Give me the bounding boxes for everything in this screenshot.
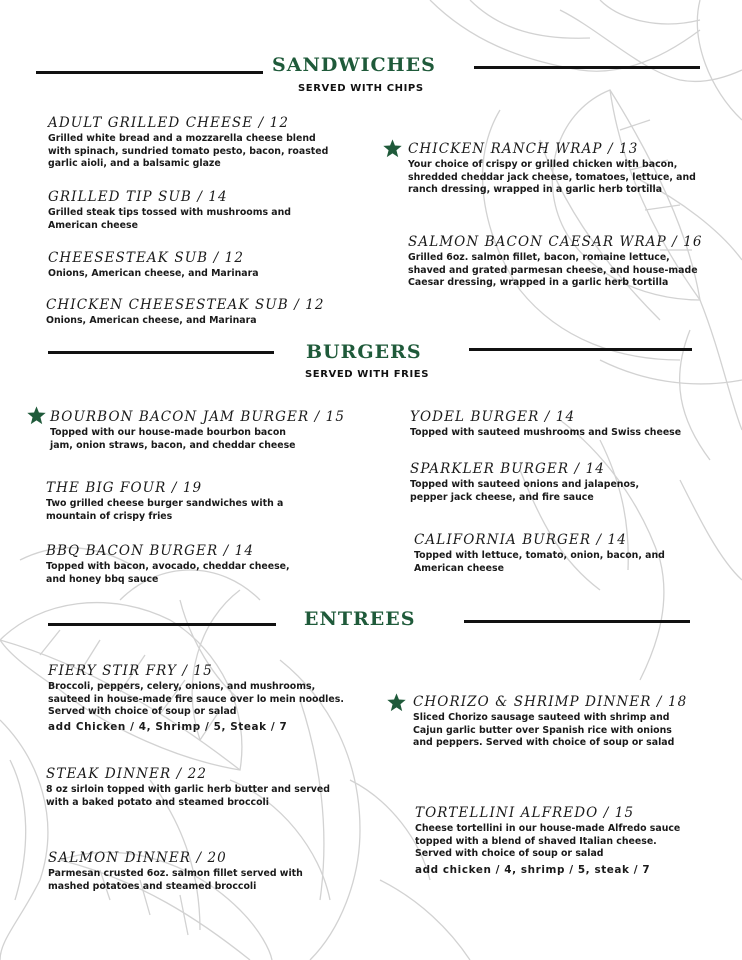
menu-item-title: FIERY STIR FRY / 15 [48,663,213,679]
menu-item [46,297,346,328]
menu-item-description: Cheese tortellini in our house-made Alfredo sauce topped with a blend of shaved Italian cheese. Served with choice of soup or salad [415,823,681,860]
menu-item [46,543,306,586]
section-divider [48,623,276,626]
menu-item [414,532,704,575]
menu-item-add-ons: add Chicken / 4, Shrimp / 5, Steak / 7 [48,720,288,733]
menu-item-description: Sliced Chorizo sausage sauteed with shrimp and Cajun garlic butter over Spanish rice with onions and peppers. Served with choice of soup or salad [413,712,675,749]
menu-item-description: Topped with bacon, avocado, cheddar cheese, and honey bbq sauce [46,561,290,585]
menu-item [48,250,328,281]
menu-item-description: Topped with our house-made bourbon bacon jam, onion straws, bacon, and cheddar cheese [50,427,296,451]
menu-item-title: CHEESESTEAK SUB / 12 [48,250,245,266]
featured-star-icon [386,692,407,713]
section-divider [36,71,263,74]
menu-item-description: Two grilled cheese burger sandwiches with a mountain of crispy fries [46,498,284,522]
menu-item-description: Grilled 6oz. salmon fillet, bacon, romaine lettuce, shaved and grated parmesan cheese, and house-made Caesar dressing, wrapped in a garlic herb tortilla [408,252,698,289]
menu-item [48,189,308,232]
menu-item-title: CHICKEN CHEESESTEAK SUB / 12 [46,297,325,313]
menu-item-title: YODEL BURGER / 14 [410,409,576,425]
menu-item-description: Onions, American cheese, and Marinara [48,268,259,279]
section-subtitle: SERVED WITH CHIPS [298,83,424,94]
section-divider [464,620,690,623]
menu-item [48,663,358,733]
menu-item-title: SPARKLER BURGER / 14 [410,461,605,477]
menu-item-title: SALMON DINNER / 20 [48,850,227,866]
menu-item [48,115,338,171]
menu-item-description: Grilled steak tips tossed with mushrooms and American cheese [48,207,292,231]
menu-item [408,141,708,197]
menu-item-title: THE BIG FOUR / 19 [46,480,203,496]
menu-item [46,480,306,523]
menu-item-title: CHICKEN RANCH WRAP / 13 [408,141,639,157]
menu-item-title: STEAK DINNER / 22 [46,766,208,782]
menu-item-description: Onions, American cheese, and Marinara [46,315,257,326]
featured-star-icon [382,138,403,159]
menu-item [410,461,680,504]
menu-item-title: BBQ BACON BURGER / 14 [46,543,255,559]
menu-item-description: Parmesan crusted 6oz. salmon fillet served with mashed potatoes and steamed broccoli [48,868,303,892]
menu-item-description: Topped with sauteed mushrooms and Swiss cheese [410,427,682,438]
section-title: ENTREES [304,608,416,630]
menu-item-title: GRILLED TIP SUB / 14 [48,189,228,205]
menu-item [410,409,710,440]
menu-item-description: 8 oz sirloin topped with garlic herb butter and served with a baked potato and steamed broccoli [46,784,330,808]
section-title: SANDWICHES [272,54,436,76]
section-divider [48,351,274,354]
section-title: BURGERS [306,341,422,363]
menu-item-description: Your choice of crispy or grilled chicken with bacon, shredded cheddar jack cheese, tomatoes, lettuce, and ranch dressing, wrapped in a garlic herb tortilla [408,159,696,196]
menu-item-description: Topped with sauteed onions and jalapenos, pepper jack cheese, and fire sauce [410,479,640,503]
menu-item-description: Broccoli, peppers, celery, onions, and mushrooms, sauteed in house-made fire sauce over lo mein noodles. Served with choice of soup or salad [48,681,344,718]
menu-item [50,409,350,452]
menu-item-title: SALMON BACON CAESAR WRAP / 16 [408,234,703,250]
section-subtitle: SERVED WITH FRIES [305,369,429,380]
menu-item-title: CHORIZO & SHRIMP DINNER / 18 [413,694,688,710]
featured-star-icon [26,405,47,426]
menu-item [413,694,713,750]
menu-item [415,805,715,876]
menu-item-title: CALIFORNIA BURGER / 14 [414,532,627,548]
menu-item [408,234,708,290]
menu-item [46,766,356,809]
menu-item [48,850,338,893]
menu-item-title: ADULT GRILLED CHEESE / 12 [48,115,290,131]
menu-item-description: Grilled white bread and a mozzarella cheese blend with spinach, sundried tomato pesto, bacon, roasted garlic aioli, and a balsamic glaze [48,133,329,170]
section-divider [469,348,692,351]
menu-item-title: TORTELLINI ALFREDO / 15 [415,805,635,821]
section-divider [474,66,700,69]
menu-item-description: Topped with lettuce, tomato, onion, bacon, and American cheese [414,550,665,574]
menu-item-add-ons: add chicken / 4, shrimp / 5, steak / 7 [415,863,651,876]
menu-item-title: BOURBON BACON JAM BURGER / 15 [50,409,346,425]
